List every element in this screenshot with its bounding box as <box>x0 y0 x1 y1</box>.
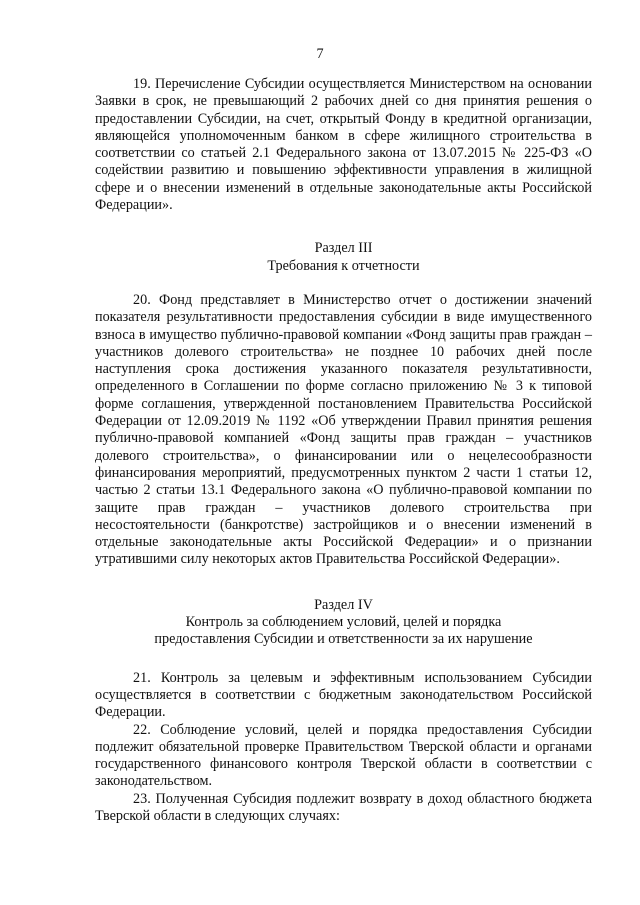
page-number: 7 <box>316 46 324 62</box>
section-4-number: Раздел IV <box>314 596 373 613</box>
paragraph-20: 20. Фонд представляет в Министерство отчет о достижении значений показателя результативности предоставления субсидии в виде имущественного взноса в имущество публично-правовой компании «Фонд защиты прав граждан – участников долевого строительства» не позднее 10 рабочих дней после наступления срока достижения указанного показателя результативности, определенного в Соглашении по форме согласно приложению № 3 к типовой форме соглашения, утвержденной постановлением Правительства Российской Федерации от 12.09.2019 № 1192 «Об утверждении Правил принятия решения публично-правовой компанией «Фонд защиты прав граждан – участников долевого строительства», о финансировании или о нецелесообразности финансирования мероприятий, предусмотренных пунктом 2 части 1 статьи 12, частью 2 статьи 13.1 Федерального закона «О публично-правовой компании по защите прав граждан – участников долевого строительства при несостоятельности (банкротстве) застройщиков и о внесении изменений в отдельные законодательные акты Российской Федерации» и о признании утратившими силу некоторых актов Правительства Российской Федерации». <box>95 291 592 568</box>
section-3-title: Требования к отчетности <box>267 257 420 274</box>
spacer <box>95 649 592 670</box>
section-4-title-line-2: предоставления Субсидии и ответственности за их нарушение <box>154 631 533 648</box>
paragraph-19: 19. Перечисление Субсидии осуществляется Министерством на основании Заявки в срок, не превышающий 2 рабочих дней со дня принятия решения о предоставлении Субсидии, на счет, открытый Фонду в кредитной организации, являющейся уполномоченным банком в сфере жилищного строительства в соответствии со статьей 2.1 Федерального закона от 13.07.2015 № 225-ФЗ «О содействии развитию и повышению эффективности управления в жилищной сфере и о внесении изменений в отдельные законодательные акты Российской Федерации». <box>95 76 592 214</box>
spacer <box>95 275 592 292</box>
spacer <box>95 569 592 597</box>
paragraph-22: 22. Соблюдение условий, целей и порядка предоставления Субсидии подлежит обязательной проверке Правительством Тверской области и органами государственного финансового контроля Тверской области в соответствии с законодательством. <box>95 721 592 790</box>
paragraph-21: 21. Контроль за целевым и эффективным использованием Субсидии осуществляется в соответствии с бюджетным законодательством Российской Федерации. <box>95 669 592 721</box>
section-3-number: Раздел III <box>314 240 373 257</box>
paragraph-23: 23. Полученная Субсидия подлежит возврату в доход областного бюджета Тверской области в следующих случаях: <box>95 790 592 824</box>
section-4-title-line-1: Контроль за соблюдением условий, целей и порядка <box>185 614 502 631</box>
spacer <box>95 214 592 240</box>
document-body <box>95 76 592 825</box>
